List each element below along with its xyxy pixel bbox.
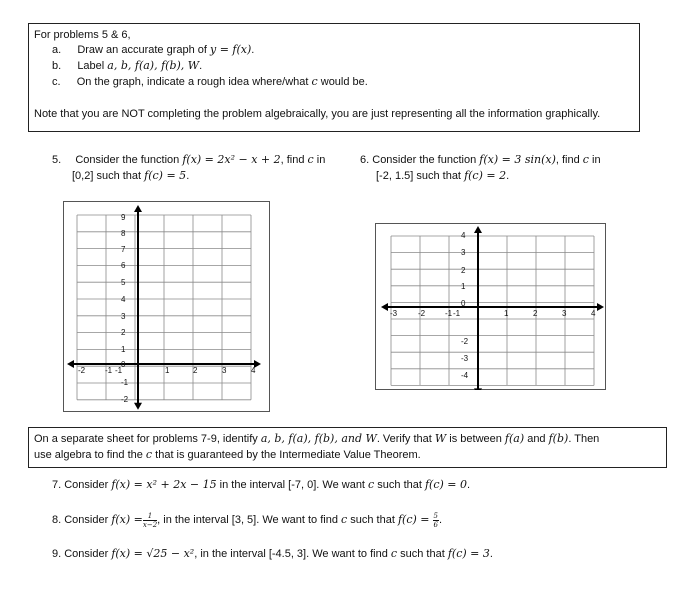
fraction-denominator: x−2 <box>142 520 158 529</box>
sheet-line-1 <box>34 432 599 446</box>
problem-text: such that <box>374 479 425 491</box>
problem-text: in the interval [3, 5]. We want to find <box>160 514 342 526</box>
fraction-denominator: 6 <box>433 520 439 529</box>
x-tick-label: 2 <box>533 309 538 318</box>
y-tick-label: 4 <box>461 231 466 240</box>
separate-sheet-box <box>28 427 667 468</box>
y-tick-label: 0 <box>461 299 466 308</box>
sheet-math: f(b) <box>548 432 569 445</box>
item-math: a, b, f(a), f(b), W <box>107 59 200 72</box>
y-tick-label: 3 <box>461 248 466 257</box>
problem-text: such that <box>347 514 398 526</box>
item-marker: b. <box>52 60 62 72</box>
problem-text: , <box>157 514 161 526</box>
y-tick-label: 6 <box>121 261 126 270</box>
problem-var: c <box>582 153 589 166</box>
x-tick-label: -3 <box>390 309 398 318</box>
problem-9 <box>52 547 493 561</box>
item-marker: c. <box>52 76 61 88</box>
item-text: Draw an accurate graph of <box>77 44 210 56</box>
problem-text: , in the interval [-4.5, 3]. We want to find <box>194 548 391 560</box>
problem-math: f(x) = √25 − x² <box>111 547 195 560</box>
problem-text: . <box>439 514 443 526</box>
x-tick-label: 1 <box>165 366 170 375</box>
problem-var: c <box>368 478 375 491</box>
instruction-item-c <box>52 75 368 89</box>
sheet-text: On a separate sheet for problems 7-9, identify <box>34 433 261 445</box>
sheet-text: use algebra to find the <box>34 449 146 461</box>
problem-math: f(x) = x² + 2x − 15 <box>111 478 217 491</box>
graph-5-frame <box>64 202 270 412</box>
problem-text: Consider the function <box>372 154 480 166</box>
sheet-text: and <box>524 433 549 445</box>
x-tick-label: 4 <box>251 366 256 375</box>
instruction-item-b <box>52 59 202 73</box>
y-tick-label: -4 <box>461 371 469 380</box>
x-tick-label: 3 <box>562 309 567 318</box>
instruction-item-a <box>52 43 254 57</box>
item-marker: a. <box>52 44 62 56</box>
y-tick-label: 5 <box>121 278 126 287</box>
problem-math: f(x) = <box>111 513 143 526</box>
sheet-text: that is guaranteed by the Intermediate Value Theorem. <box>152 449 421 461</box>
sheet-line-2 <box>34 448 421 462</box>
item-math: c <box>311 75 318 88</box>
problem-text: [-2, 1.5] such that <box>376 170 465 182</box>
sheet-text: . Then <box>568 433 600 445</box>
item-text: Label <box>77 60 108 72</box>
fraction-numerator: 5 <box>433 511 439 520</box>
problem-number: 6. <box>360 154 370 166</box>
sheet-math: f(a) <box>504 432 525 445</box>
problem-text: . <box>186 170 190 182</box>
problem-text: , find <box>280 154 308 166</box>
problem-math: f(x) = 3 sin(x) <box>479 153 556 166</box>
problem-text: 9. Consider <box>52 548 112 560</box>
sheet-text: . Verify that <box>376 433 435 445</box>
item-text-end: would be. <box>317 76 368 88</box>
item-text: On the graph, indicate a rough idea where/what <box>76 76 312 88</box>
x-tick-label: -2 <box>418 309 426 318</box>
y-tick-label: 9 <box>121 213 126 222</box>
x-tick-label: -1 <box>105 366 113 375</box>
problem-text: 8. Consider <box>52 514 112 526</box>
problem-text: in <box>588 154 601 166</box>
x-tick-label: -1 <box>115 366 123 375</box>
sheet-var: W <box>434 432 447 445</box>
y-tick-label: -3 <box>461 354 469 363</box>
graph-5 <box>63 201 270 412</box>
problem-number: 5. <box>52 154 62 166</box>
x-tick-label: -1 <box>445 309 453 318</box>
y-tick-label: 1 <box>461 282 466 291</box>
problem-text: , find <box>555 154 583 166</box>
problem-8-fraction <box>143 512 157 529</box>
problem-text: 7. Consider <box>52 479 112 491</box>
x-tick-label: -1 <box>453 309 461 318</box>
problem-8 <box>52 510 442 530</box>
problem-math: f(c) = <box>397 513 430 526</box>
problem-text: such that <box>397 548 448 560</box>
x-tick-label: 4 <box>591 309 596 318</box>
sheet-var: c <box>145 448 153 461</box>
y-tick-label: 4 <box>121 295 126 304</box>
problem-math: f(x) = 2x² − x + 2 <box>182 153 281 166</box>
problem-math: f(c) = 0 <box>424 478 468 491</box>
y-tick-label: -2 <box>461 337 469 346</box>
fraction-numerator: 1 <box>143 512 157 521</box>
problem-var: c <box>390 547 398 560</box>
x-tick-label: 1 <box>504 309 509 318</box>
instructions-heading: For problems 5 & 6, <box>34 29 131 41</box>
problem-5-line-1 <box>52 153 325 167</box>
problem-var: c <box>341 513 348 526</box>
problem-text: in the interval [-7, 0]. We want <box>216 479 369 491</box>
y-tick-label: 2 <box>461 266 466 275</box>
problem-6-line-2 <box>376 169 509 183</box>
problem-6-line-1 <box>360 153 601 167</box>
y-tick-label: 3 <box>121 312 126 321</box>
item-math: y = f(x) <box>210 43 252 56</box>
problem-7 <box>52 478 470 492</box>
problem-math: f(c) = 3 <box>447 547 490 560</box>
sheet-text: is between <box>446 433 505 445</box>
problem-math: f(c) = 5 <box>144 169 187 182</box>
y-axis-bottom-arrow <box>474 388 482 390</box>
problem-text: [0,2] such that <box>72 170 145 182</box>
problem-text: . <box>506 170 510 182</box>
problem-text: Consider the function <box>75 154 183 166</box>
y-tick-label: 8 <box>121 229 126 238</box>
y-tick-label: -2 <box>121 395 129 404</box>
problem-5-line-2 <box>72 169 189 183</box>
instructions-box <box>28 23 640 132</box>
item-text-end: . <box>251 44 255 56</box>
problem-text: . <box>467 479 471 491</box>
x-tick-label: 3 <box>222 366 227 375</box>
problem-text: in <box>313 154 326 166</box>
graph-6 <box>375 223 606 390</box>
y-tick-label: -1 <box>121 378 129 387</box>
x-tick-label: -2 <box>78 366 86 375</box>
sheet-math: a, b, f(a), f(b), and W <box>260 432 377 445</box>
y-tick-label: 2 <box>121 328 126 337</box>
y-tick-label: 1 <box>121 345 126 354</box>
problem-text: . <box>489 548 493 560</box>
problem-var: c <box>307 153 314 166</box>
instructions-note: Note that you are NOT completing the problem algebraically, you are just representing all the information graphically. <box>34 108 601 120</box>
item-text-end: . <box>199 60 203 72</box>
y-tick-label: 0 <box>121 360 126 369</box>
x-tick-label: 2 <box>193 366 198 375</box>
y-tick-label: 7 <box>121 245 126 254</box>
problem-math: f(c) = 2 <box>464 169 507 182</box>
